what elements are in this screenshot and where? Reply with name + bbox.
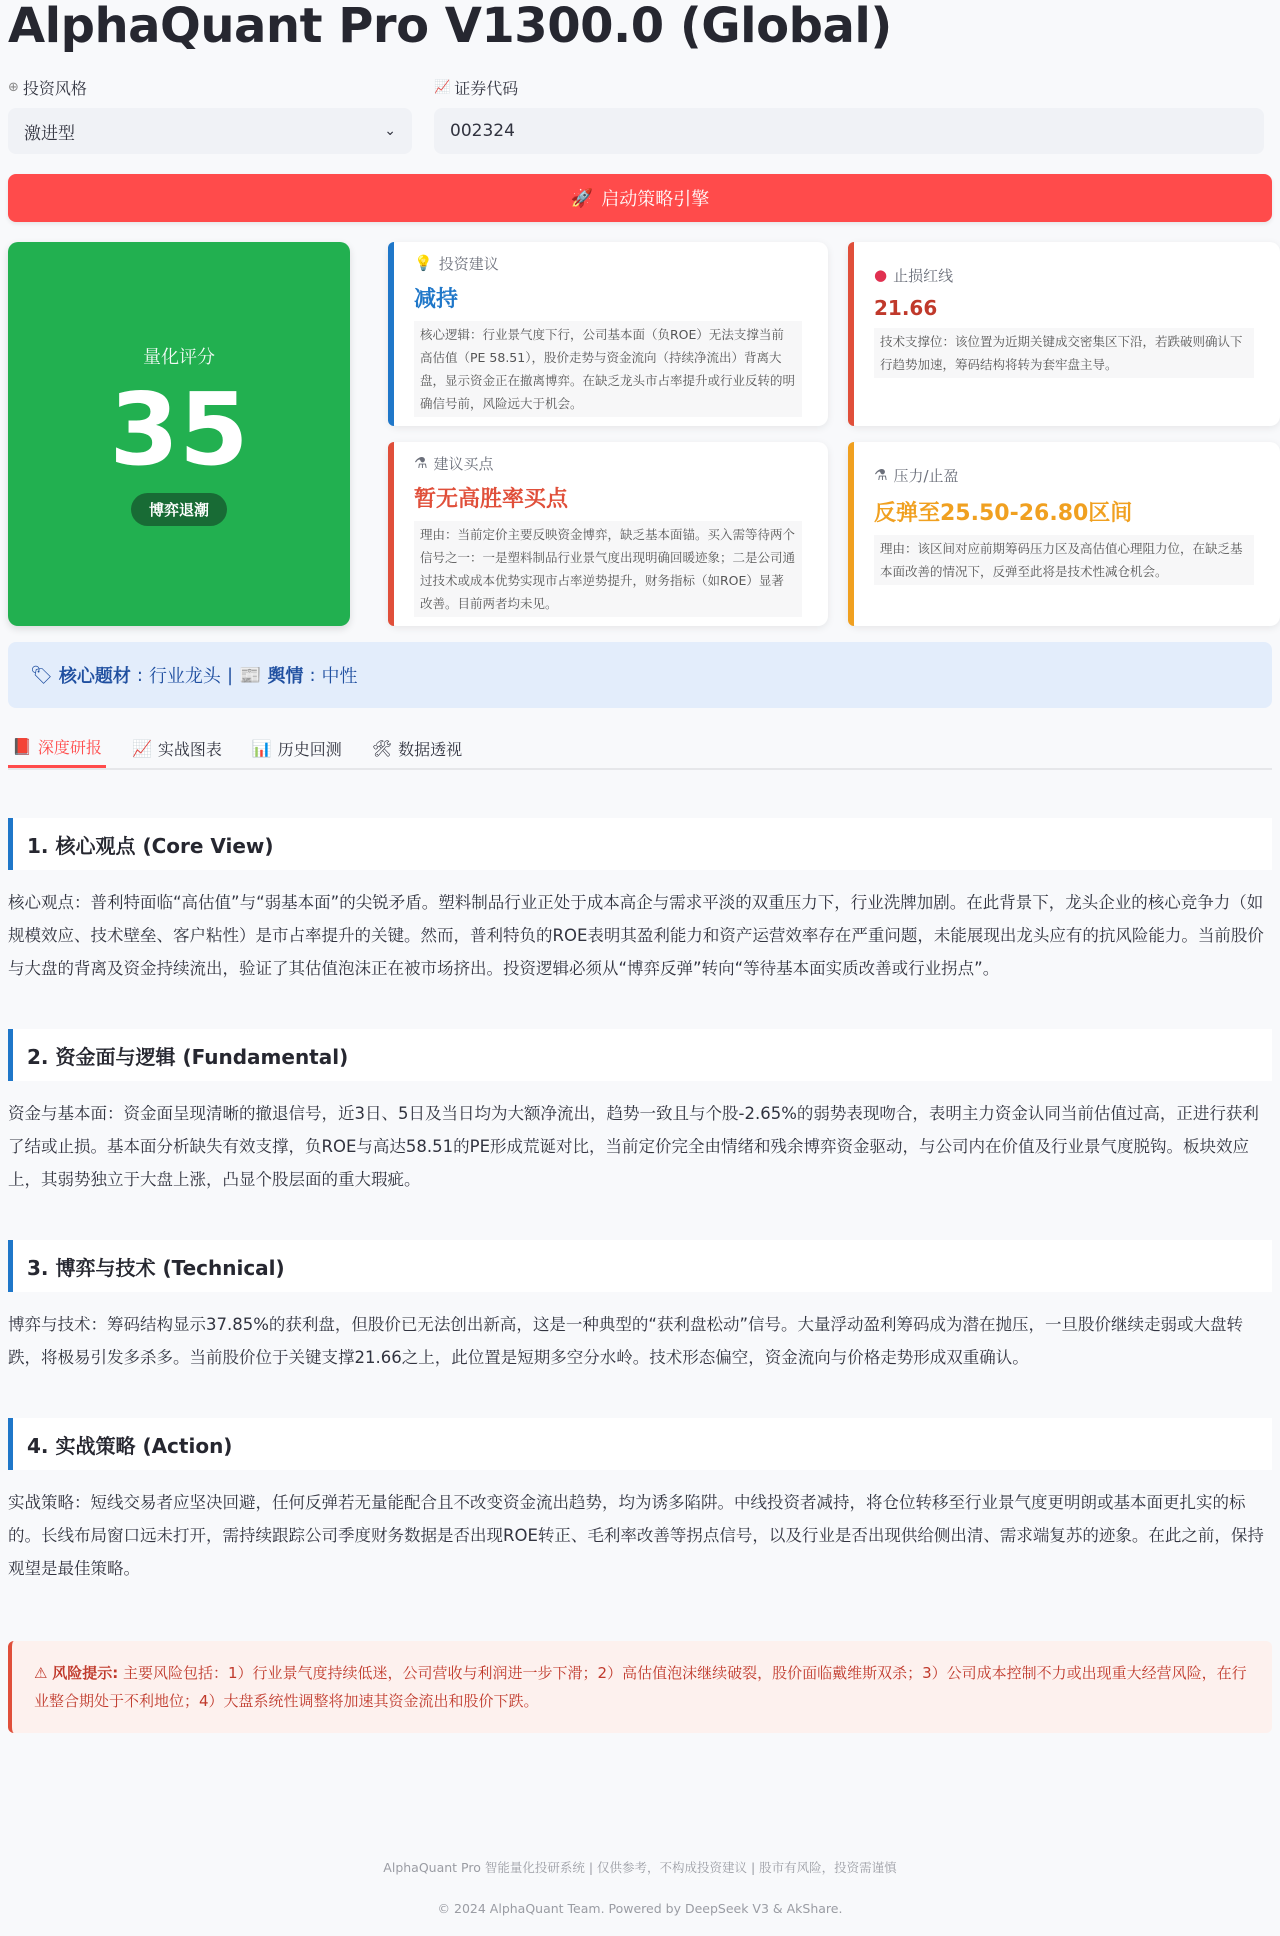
section-core-view — [8, 818, 1272, 985]
target-accent-bar — [848, 442, 854, 626]
section-body: 资金与基本面：资金面呈现清晰的撤退信号，近3日、5日及当日均为大额净流出，趋势一致且与个股-2.65%的弱势表现吻合，表明主力资金认同当前估值过高，正进行获利了结或止损。基本面分析缺失有效支撑，负ROE与高达58.51的PE形成荒诞对比，当前定价完全由情绪和残余博弈资金驱动，与公司内在价值及行业景气度脱钩。板块效应上，其弱势独立于大盘上涨，凸显个股层面的重大瑕疵。 — [8, 1104, 1259, 1189]
code-label: 证券代码 — [454, 78, 519, 98]
tools-icon: 🛠 — [371, 738, 393, 758]
score-value: 35 — [109, 370, 249, 488]
section-title: 3. 博弈与技术 (Technical) — [8, 1240, 1272, 1292]
newspaper-icon: 📰 — [239, 664, 262, 686]
flask-icon: ⚗ — [874, 466, 888, 484]
advice-title: 投资建议 — [438, 254, 499, 273]
flask-icon: ⚗ — [414, 454, 428, 472]
score-badge: 博弈退潮 — [131, 493, 227, 526]
style-select-value: 激进型 — [24, 123, 75, 144]
tab-bar — [8, 728, 1272, 770]
stoploss-body: 技术支撑位：该位置为近期关键成交密集区下沿，若跌破则确认下行趋势加速，筹码结构将转为套牢盘主导。 — [874, 328, 1254, 378]
style-label: 投资风格 — [22, 78, 87, 98]
tab-data[interactable]: 🛠 数据透视 — [371, 738, 463, 759]
target-value: 反弹至25.50-26.80区间 — [874, 501, 1133, 526]
stoploss-value: 21.66 — [874, 296, 938, 320]
stoploss-header — [874, 264, 1254, 286]
tag-icon: 🏷 — [30, 664, 53, 686]
footer-disclaimer: AlphaQuant Pro 智能量化投研系统 | 仅供参考，不构成投资建议 | 股市有风险，投资需谨慎 — [383, 1860, 897, 1875]
risk-text: 主要风险包括：1）行业景气度持续低迷，公司营收与利润进一步下滑；2）高估值泡沫继续破裂，股价面临戴维斯双杀；3）公司成本控制不力或出现重大经营风险，在行业整合期处于不利地位；4）大盘系统性调整将加速其资金流出和股价下跌。 — [34, 1664, 1247, 1710]
run-strategy-label: 启动策略引擎 — [601, 189, 710, 210]
advice-header — [414, 252, 802, 274]
target-icon: ⊕ — [8, 79, 19, 95]
code-input[interactable] — [434, 108, 1264, 154]
controls-row — [8, 76, 1272, 154]
warning-icon: ⚠ — [34, 1664, 48, 1682]
tab-deep-research[interactable]: 📕 深度研报 — [8, 728, 106, 768]
bar-chart-icon: 📊 — [251, 738, 272, 758]
core-theme-label: 核心题材 — [58, 666, 131, 687]
lightbulb-icon: 💡 — [414, 254, 433, 272]
buypoint-title: 建议买点 — [433, 454, 494, 473]
section-title: 1. 核心观点 (Core View) — [8, 818, 1272, 870]
advice-value: 减持 — [414, 287, 459, 312]
section-title: 2. 资金面与逻辑 (Fundamental) — [8, 1029, 1272, 1081]
app-title: AlphaQuant Pro V1300.0 (Global) — [8, 0, 892, 54]
run-strategy-button[interactable] — [8, 174, 1272, 222]
code-input-value: 002324 — [450, 121, 515, 141]
score-label: 量化评分 — [143, 346, 215, 368]
buypoint-header — [414, 452, 802, 474]
code-control — [434, 76, 1264, 154]
tab-backtest[interactable]: 📊 历史回测 — [251, 738, 342, 759]
target-body: 理由：该区间对应前期筹码压力区及高估值心理阻力位，在缺乏基本面改善的情况下，反弹至此将是技术性减仓机会。 — [874, 535, 1254, 585]
buypoint-accent-bar — [388, 442, 394, 626]
risk-warning — [8, 1641, 1272, 1733]
stoploss-card — [848, 242, 1280, 426]
advice-body: 核心逻辑：行业景气度下行，公司基本面（负ROE）无法支撑当前高估值（PE 58.51），股价走势与资金流向（持续净流出）背离大盘，显示资金正在撤离博弈。在缺乏龙头市占率提升或行业反转的明确信号前，风险远大于机会。 — [414, 321, 802, 417]
section-body: 博弈与技术：筹码结构显示37.85%的获利盘，但股价已无法创出新高，这是一种典型的“获利盘松动”信号。大量浮动盈利筹码成为潜在抛压，一旦股价继续走弱或大盘转跌，将极易引发多杀多。当前股价位于关键支撑21.66之上，此位置是短期多空分水岭。技术形态偏空，资金流向与价格走势形成双重确认。 — [8, 1315, 1244, 1367]
theme-banner: 🏷 核心题材 : 行业龙头 | 📰 舆情 : 中性 — [8, 642, 1272, 708]
score-card — [8, 242, 350, 626]
section-action — [8, 1418, 1272, 1585]
code-label-row — [434, 76, 1264, 98]
footer-copyright: © 2024 AlphaQuant Team. Powered by DeepSeek V3 & AkShare. — [437, 1901, 843, 1916]
buypoint-value: 暂无高胜率买点 — [414, 487, 569, 512]
advice-accent-bar — [388, 242, 394, 426]
chart-icon: 📈 — [434, 79, 451, 95]
advice-card — [388, 242, 828, 426]
sentiment-value: 中性 — [321, 666, 358, 687]
chevron-down-icon: ⌄ — [384, 123, 396, 139]
line-chart-icon: 📈 — [131, 738, 152, 758]
stoploss-accent-bar — [848, 242, 854, 426]
dashboard — [8, 242, 1272, 634]
buypoint-body: 理由：当前定价主要反映资金博弈，缺乏基本面锚。买入需等待两个信号之一：一是塑料制品行业景气度出现明确回暖迹象；二是公司通过技术或成本优势实现市占率逆势提升，财务指标（如ROE）显著改善。目前两者均未见。 — [414, 521, 802, 617]
target-header — [874, 464, 1254, 486]
tab-charts[interactable]: 📈 实战图表 — [131, 738, 222, 759]
target-title: 压力/止盈 — [893, 466, 959, 485]
section-technical — [8, 1240, 1272, 1374]
style-label-row — [8, 76, 412, 98]
stoploss-title: 止损红线 — [893, 266, 954, 285]
risk-label: 风险提示: — [52, 1664, 119, 1682]
section-fundamental — [8, 1029, 1272, 1196]
app-container — [8, 0, 1272, 1916]
section-body: 核心观点：普利特面临“高估值”与“弱基本面”的尖锐矛盾。塑料制品行业正处于成本高企与需求平淡的双重压力下，行业洗牌加剧。在此背景下，龙头企业的核心竞争力（如规模效应、技术壁垒、客户粘性）是市占率提升的关键。然而，普利特负的ROE表明其盈利能力和资产运营效率存在严重问题，未能展现出龙头应有的抗风险能力。当前股价与大盘的背离及资金持续流出，验证了其估值泡沫正在被市场挤出。投资逻辑必须从“博弈反弹”转向“等待基本面实质改善或行业拐点”。 — [8, 893, 1264, 978]
core-theme-value: 行业龙头 — [148, 666, 221, 687]
sentiment-label: 舆情 — [267, 666, 304, 687]
target-card — [848, 442, 1280, 626]
red-circle-icon: ● — [874, 266, 888, 284]
style-control — [8, 76, 412, 154]
rocket-icon: 🚀 — [570, 187, 594, 209]
section-title: 4. 实战策略 (Action) — [8, 1418, 1272, 1470]
book-icon: 📕 — [12, 737, 32, 756]
style-select[interactable] — [8, 108, 412, 154]
buypoint-card — [388, 442, 828, 626]
section-body: 实战策略：短线交易者应坚决回避，任何反弹若无量能配合且不改变资金流出趋势，均为诱多陷阱。中线投资者减持，将仓位转移至行业景气度更明朗或基本面更扎实的标的。长线布局窗口远未打开，需持续跟踪公司季度财务数据是否出现ROE转正、毛利率改善等拐点信号，以及行业是否出现供给侧出清、需求端复苏的迹象。在此之前，保持观望是最佳策略。 — [8, 1493, 1264, 1578]
